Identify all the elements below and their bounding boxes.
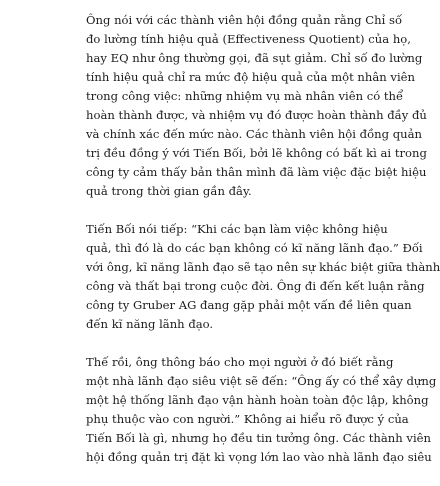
text-line: Tiến Bối là gì, nhưng họ đều tin tưởng ông. Các thành viên (86, 431, 431, 445)
text-line: công ty cảm thấy bản thân mình đã làm việc đặc biệt hiệu (86, 165, 427, 179)
paragraph-2 (86, 220, 440, 334)
text-line: công và thất bại trong cuộc đời. Ông đi đến kết luận rằng (86, 279, 425, 293)
text-line: với ông, kĩ năng lãnh đạo sẽ tạo nên sự khác biệt giữa thành (86, 260, 440, 274)
text-line: công ty Gruber AG đang gặp phải một vấn đề liên quan (86, 298, 412, 312)
text-line: quả trong thời gian gần đây. (86, 184, 252, 198)
text-line: Ông nói với các thành viên hội đồng quản rằng Chỉ số (86, 13, 403, 27)
body-text (86, 11, 440, 486)
text-line: hoàn thành được, và nhiệm vụ đó được hoàn thành đầy đủ (86, 108, 427, 122)
text-line: đo lường tính hiệu quả (Effectiveness Quotient) của họ, (86, 32, 411, 46)
text-line: phụ thuộc vào con người.” Không ai hiểu rõ được ý của (86, 412, 409, 426)
text-line: Thế rồi, ông thông báo cho mọi người ở đó biết rằng (86, 355, 394, 369)
text-line: trong công việc: những nhiệm vụ mà nhân viên có thể (86, 89, 404, 103)
paragraph-3 (86, 353, 437, 467)
text-line: quả, thì đó là do các bạn không có kĩ năng lãnh đạo.” Đối (86, 241, 423, 255)
text-line: hội đồng quản trị đặt kì vọng lớn lao vào nhà lãnh đạo siêu (86, 450, 432, 464)
text-line: một nhà lãnh đạo siêu việt sẽ đến: “Ông ấy có thể xây dựng (86, 374, 437, 388)
paragraph-1 (86, 11, 427, 201)
text-line: hay EQ như ông thường gọi, đã sụt giảm. Chỉ số đo lường (86, 51, 423, 65)
text-line: tính hiệu quả chỉ ra mức độ hiệu quả của một nhân viên (86, 70, 416, 84)
text-line: và chính xác đến mức nào. Các thành viên hội đồng quản (86, 127, 423, 141)
text-line: Tiến Bối nói tiếp: “Khi các bạn làm việc không hiệu (86, 222, 388, 236)
text-line: một hệ thống lãnh đạo vận hành hoàn toàn độc lập, không (86, 393, 429, 407)
text-line: trị đều đồng ý với Tiến Bối, bởi lẽ không có bất kì ai trong (86, 146, 427, 160)
text-line: đến kĩ năng lãnh đạo. (86, 317, 214, 331)
